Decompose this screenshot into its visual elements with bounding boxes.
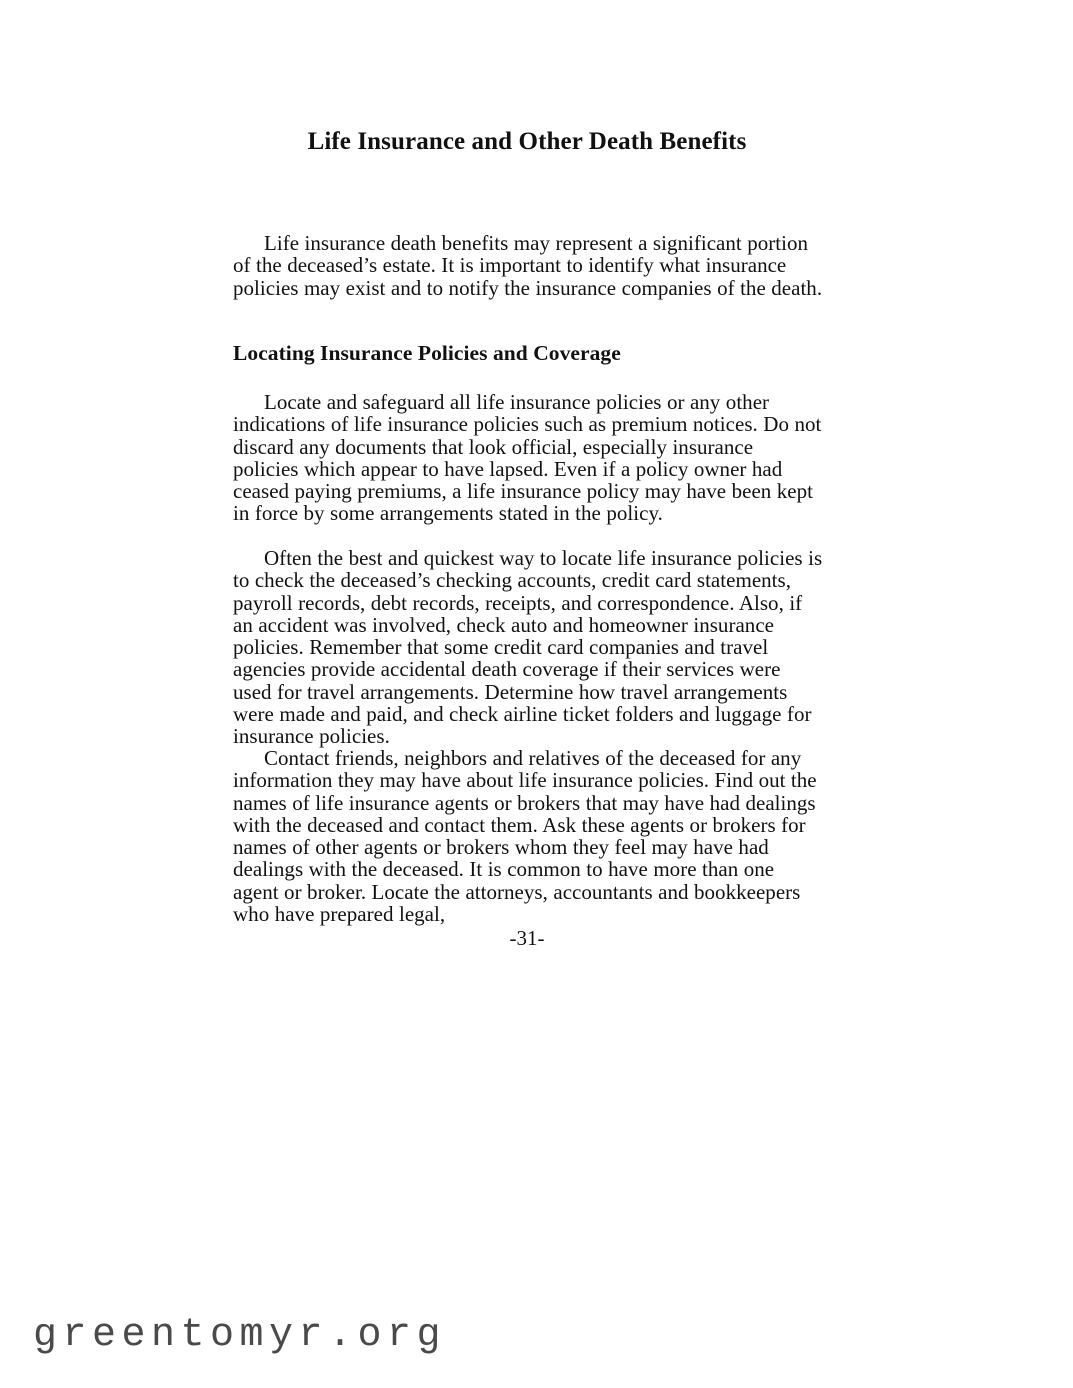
paragraph-best-and-quickest-way: Often the best and quickest way to locate life insurance policies is to check the deceased’s checking accounts, credit card statements, payroll records, debt records, receipts, and correspondence. Also, if an accident was involved, check auto and homeowner insurance policies. Remember that some credit card companies and travel agencies provide accidental death coverage if their services were used for travel arrangements. Determine how travel arrangements were made and paid, and check airline ticket folders and luggage for insurance policies. [233, 546, 823, 749]
paragraph-contact-friends: Contact friends, neighbors and relatives of the deceased for any information they may have about life insurance policies. Find out the names of life insurance agents or brokers that may have had dealings with the deceased and contact them. Ask these agents or brokers for names of other agents or brokers whom they feel may have had dealings with the deceased. It is common to have more than one agent or broker. Locate the attorneys, accountants and bookkeepers who have prepared legal, [233, 746, 817, 927]
paragraph-locate-and-safeguard: Locate and safeguard all life insurance policies or any other indications of life insurance policies such as premium notices. Do not discard any documents that look official, especially insurance policies which appear to have lapsed. Even if a policy owner had ceased paying premiums, a life insurance policy may have been kept in force by some arrangements stated in the policy. [233, 390, 822, 526]
section-heading-locating-insurance-policies: Locating Insurance Policies and Coverage [233, 340, 621, 365]
page-title: Life Insurance and Other Death Benefits [307, 128, 747, 155]
page-number: -31- [509, 926, 545, 950]
site-watermark: greentomyr.org [33, 1313, 447, 1358]
paragraph-intro: Life insurance death benefits may represent a significant portion of the deceased’s estate. It is important to identify what insurance policies may exist and to notify the insurance companies of the death. [233, 231, 823, 300]
